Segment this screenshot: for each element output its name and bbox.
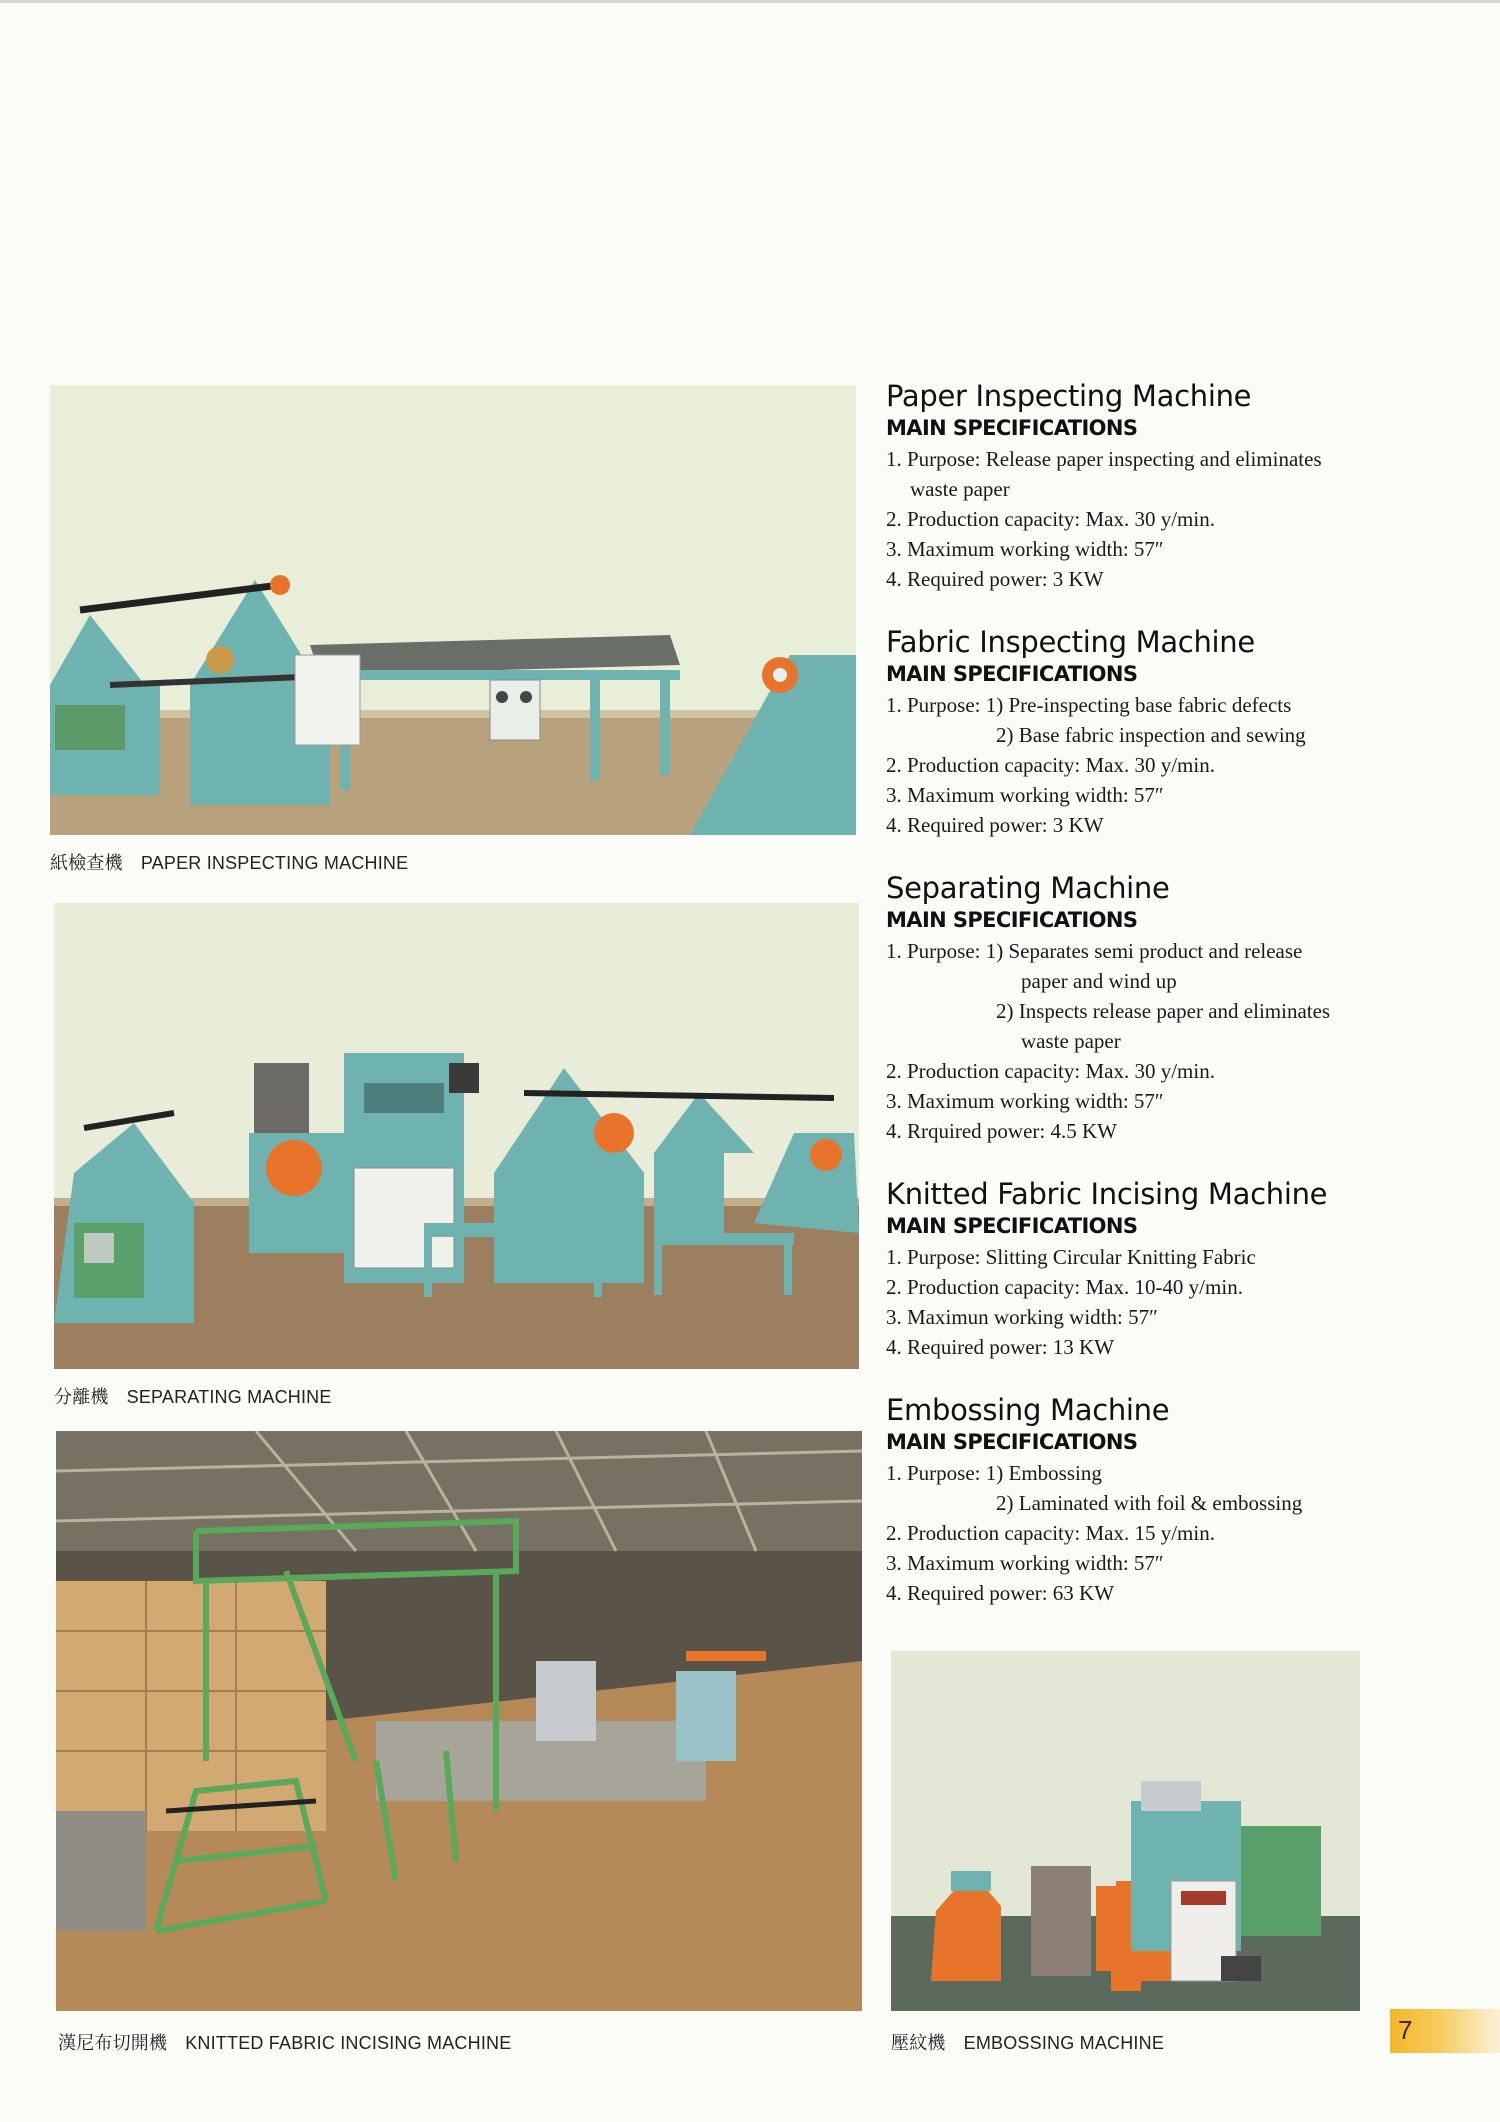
spec-line: 3. Maximum working width: 57″ (886, 783, 1164, 807)
spec-separating (886, 870, 1406, 1146)
page-number-tab (1390, 2009, 1500, 2053)
caption-zh: 紙檢查機 (50, 853, 123, 874)
top-border-line (0, 0, 1500, 3)
caption-en: SEPARATING MACHINE (126, 1387, 332, 1407)
spec-title: Embossing Machine (886, 1393, 1170, 1427)
spec-line: 2) Base fabric inspection and sewing (996, 723, 1306, 747)
spec-list (886, 936, 1406, 1146)
caption-en: PAPER INSPECTING MACHINE (140, 853, 409, 873)
spec-line: 3. Maximum working width: 57″ (886, 537, 1164, 561)
spec-line: 1. Purpose: 1) Separates semi product and release (886, 939, 1303, 963)
knitted-fabric-incising-machine-caption (58, 2029, 511, 2055)
spec-subtitle: MAIN SPECIFICATIONS (886, 1214, 1138, 1238)
spec-line: 1. Purpose: 1) Embossing (886, 1461, 1102, 1485)
spec-line: 4. Rrquired power: 4.5 KW (886, 1119, 1117, 1143)
spec-subtitle: MAIN SPECIFICATIONS (886, 908, 1138, 932)
spec-line: 2. Production capacity: Max. 10-40 y/min. (886, 1275, 1243, 1299)
spec-list (886, 1458, 1406, 1608)
spec-list (886, 444, 1406, 594)
spec-line: waste paper (1021, 1029, 1121, 1053)
spec-title: Separating Machine (886, 871, 1170, 905)
spec-title: Fabric Inspecting Machine (886, 625, 1255, 659)
spec-list (886, 690, 1406, 840)
spec-subtitle: MAIN SPECIFICATIONS (886, 662, 1138, 686)
spec-fabric-inspecting (886, 624, 1406, 840)
spec-title: Knitted Fabric Incising Machine (886, 1177, 1328, 1211)
caption-zh: 漢尼布切開機 (58, 2033, 168, 2054)
caption-zh: 分離機 (54, 1387, 109, 1408)
embossing-machine-photo (891, 1651, 1360, 2011)
spec-line: 4. Required power: 63 KW (886, 1581, 1115, 1605)
spec-line: 1. Purpose: Slitting Circular Knitting Fabric (886, 1245, 1256, 1269)
spec-knitted-fabric-incising (886, 1176, 1406, 1362)
caption-zh: 壓紋機 (891, 2033, 946, 2054)
spec-line: 2) Inspects release paper and eliminates (996, 999, 1331, 1023)
spec-paper-inspecting (886, 378, 1406, 594)
caption-en: KNITTED FABRIC INCISING MACHINE (185, 2033, 512, 2053)
spec-line: 2. Production capacity: Max. 15 y/min. (886, 1521, 1215, 1545)
spec-subtitle: MAIN SPECIFICATIONS (886, 1430, 1138, 1454)
spec-line: 2. Production capacity: Max. 30 y/min. (886, 1059, 1215, 1083)
spec-line: 2. Production capacity: Max. 30 y/min. (886, 753, 1215, 777)
spec-list (886, 1242, 1406, 1362)
spec-line: 2) Laminated with foil & embossing (996, 1491, 1303, 1515)
spec-line: 3. Maximun working width: 57″ (886, 1305, 1158, 1329)
separating-machine-photo (54, 903, 859, 1369)
paper-inspecting-machine-photo (50, 385, 856, 835)
separating-machine-caption (54, 1383, 332, 1409)
page-number: 7 (1398, 2015, 1413, 2045)
paper-inspecting-machine-caption (50, 849, 408, 875)
spec-line: 4. Required power: 3 KW (886, 567, 1104, 591)
spec-line: 2. Production capacity: Max. 30 y/min. (886, 507, 1215, 531)
spec-line: paper and wind up (1021, 969, 1177, 993)
spec-embossing (886, 1392, 1406, 1608)
spec-line: 3. Maximum working width: 57″ (886, 1089, 1164, 1113)
spec-line: waste paper (910, 477, 1010, 501)
knitted-fabric-incising-machine-photo (56, 1431, 862, 2011)
caption-en: EMBOSSING MACHINE (963, 2033, 1165, 2053)
spec-subtitle: MAIN SPECIFICATIONS (886, 416, 1138, 440)
spec-line: 1. Purpose: 1) Pre-inspecting base fabric defects (886, 693, 1292, 717)
spec-line: 1. Purpose: Release paper inspecting and eliminates (886, 447, 1322, 471)
spec-line: 3. Maximum working width: 57″ (886, 1551, 1164, 1575)
spec-line: 4. Required power: 3 KW (886, 813, 1104, 837)
spec-title: Paper Inspecting Machine (886, 379, 1252, 413)
spec-line: 4. Required power: 13 KW (886, 1335, 1115, 1359)
embossing-machine-caption (891, 2029, 1164, 2055)
